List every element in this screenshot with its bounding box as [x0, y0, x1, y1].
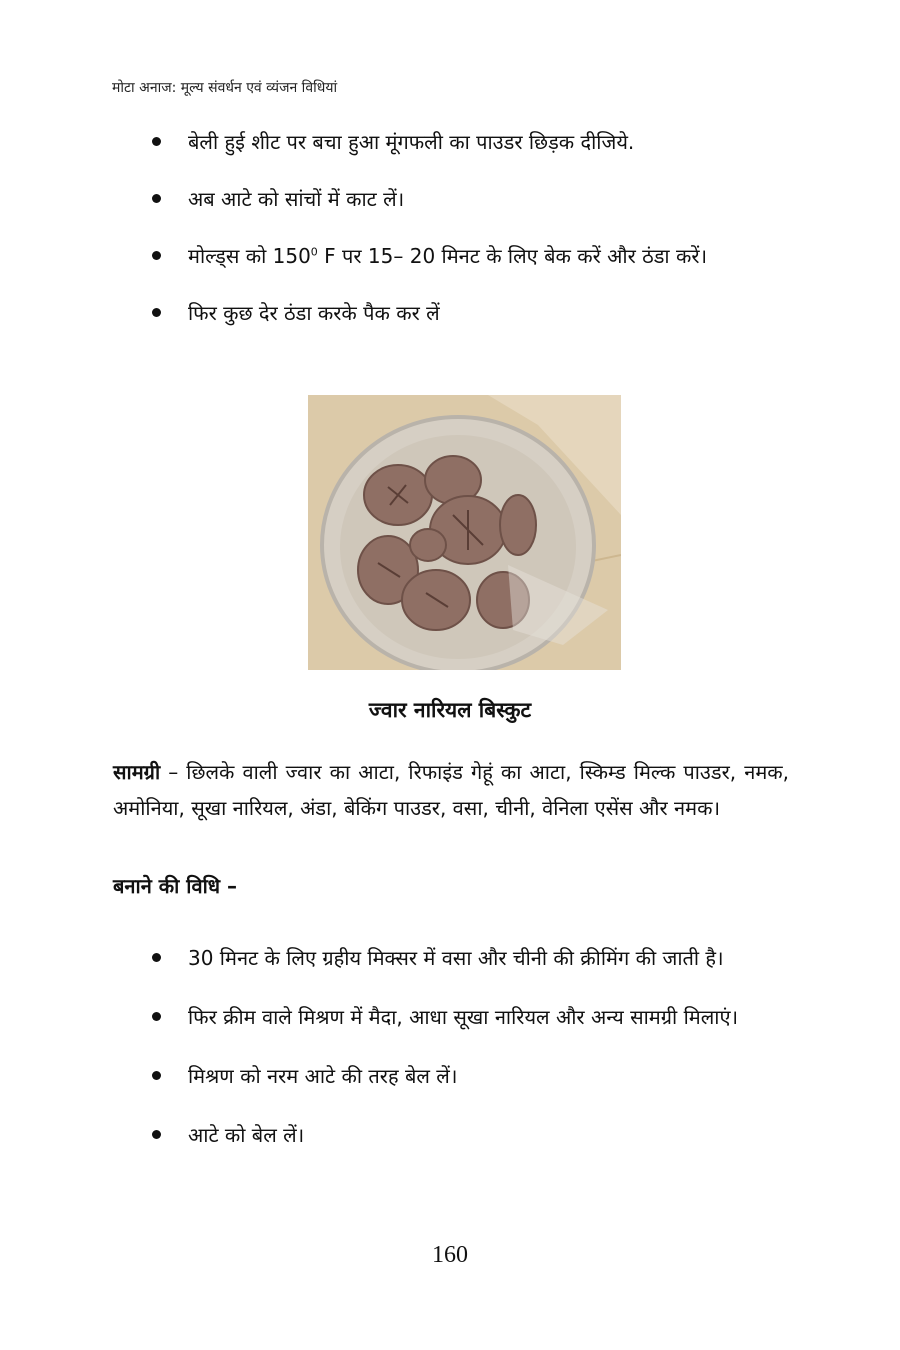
bullet-icon: [152, 1071, 161, 1080]
ingredients-paragraph: [113, 754, 789, 826]
step-text-after: F पर 15– 20 मिनट के लिए बेक करें और ठंडा करें।: [317, 244, 708, 268]
degree-superscript: 0: [310, 245, 318, 259]
bullet-icon: [152, 194, 161, 203]
list-item: [150, 940, 790, 977]
list-item: [150, 181, 790, 218]
list-item: [150, 1058, 790, 1095]
list-item: [150, 295, 790, 332]
steps-list-top: [150, 124, 790, 352]
step-text: आटे को बेल लें।: [188, 1123, 305, 1147]
list-item: [150, 999, 790, 1036]
step-text: फिर कुछ देर ठंडा करके पैक कर लें: [188, 301, 440, 325]
running-header: मोटा अनाज: मूल्य संवर्धन एवं व्यंजन विधियां: [112, 80, 338, 96]
bullet-icon: [152, 308, 161, 317]
bullet-icon: [152, 137, 161, 146]
step-text: बेली हुई शीट पर बचा हुआ मूंगफली का पाउडर छिड़क दीजिये.: [188, 130, 635, 154]
page-number: 160: [432, 1242, 468, 1268]
step-text-before: मोल्ड्स को 150: [188, 244, 311, 268]
bullet-icon: [152, 1130, 161, 1139]
step-text: 30 मिनट के लिए ग्रहीय मिक्सर में वसा और चीनी की क्रीमिंग की जाती है।: [188, 946, 724, 970]
biscuit-photo: [308, 395, 621, 670]
step-text: फिर क्रीम वाले मिश्रण में मैदा, आधा सूखा नारियल और अन्य सामग्री मिलाएं।: [188, 1005, 739, 1029]
figure-caption: ज्वार नारियल बिस्कुट: [368, 698, 532, 722]
bullet-icon: [152, 953, 161, 962]
list-item: [150, 1117, 790, 1154]
ingredients-label: सामग्री: [113, 760, 161, 784]
ingredients-text: – छिलके वाली ज्वार का आटा, रिफाइंड गेहूं का आटा, स्किम्ड मिल्क पाउडर, नमक, अमोनिया, सूखा नारियल, अंडा, बेकिंग पाउडर, वसा, चीनी, वेनिला एसेंस और नमक।: [113, 760, 789, 820]
biscuit-jar-illustration: [308, 395, 621, 670]
bullet-icon: [152, 251, 161, 260]
step-text: मिश्रण को नरम आटे की तरह बेल लें।: [188, 1064, 458, 1088]
method-steps-list: [150, 940, 790, 1176]
bullet-icon: [152, 1012, 161, 1021]
list-item: [150, 238, 790, 275]
method-heading: बनाने की विधि –: [113, 874, 238, 898]
step-text: अब आटे को सांचों में काट लें।: [188, 187, 405, 211]
list-item: [150, 124, 790, 161]
